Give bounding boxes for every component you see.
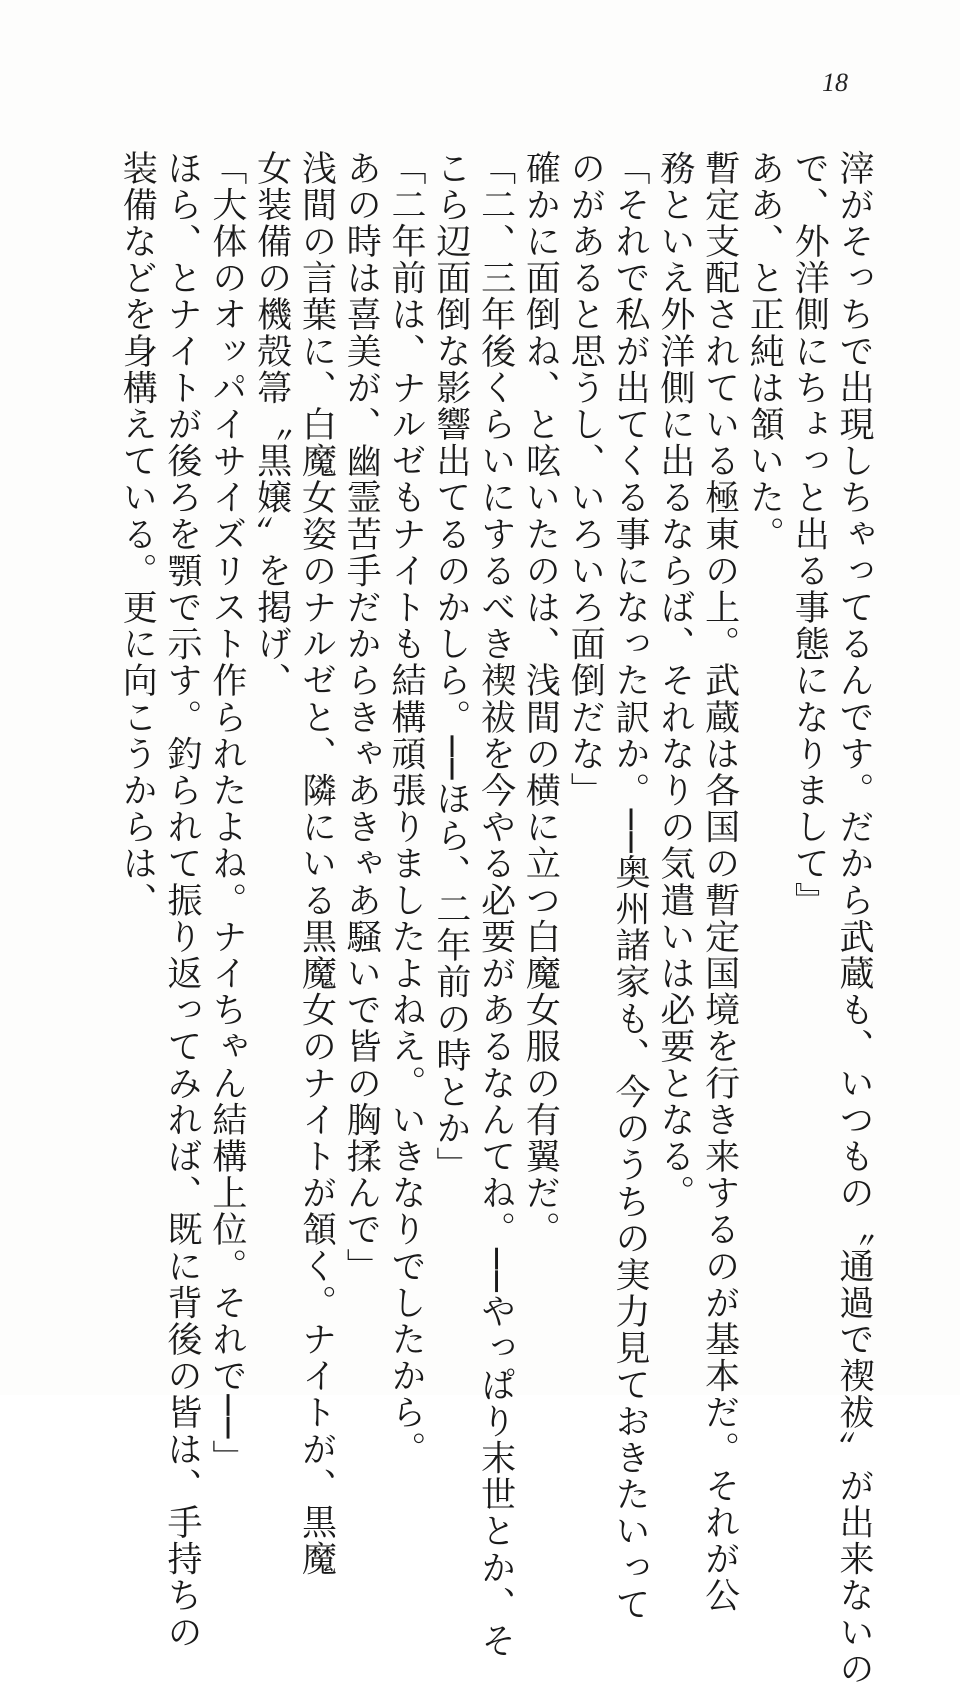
text-line: 浅間の言葉に、白魔女姿のナルゼと、隣にいる黒魔女のナイトが頷く。ナイトが、黒魔 <box>296 150 337 1578</box>
text-line: ああ、と正純は頷いた。 <box>744 150 785 553</box>
text-line: ほら、とナイトが後ろを顎で示す。釣られて振り返ってみれば、既に背後の皆は、手持ちの <box>162 150 203 1651</box>
text-line: 「それで私が出てくる事になった訳か。──奥州諸家も、今のうちの実力見ておきたいって <box>610 150 651 1623</box>
text-line: 暫定支配されている極東の上。武蔵は各国の暫定国境を行き来するのが基本だ。それが公 <box>699 150 740 1614</box>
text-line: 務といえ外洋側に出るならば、それなりの気遣いは必要となる。 <box>654 150 695 1212</box>
text-line: 滓がそっちで出現しちゃってるんです。だから武蔵も、いつもの〝通過で禊祓〟が出来ないの <box>834 150 874 1687</box>
text-line: 「二、三年後くらいにするべき禊祓を今やる必要があるなんてね。──やっぱり末世とか、そ <box>475 150 516 1660</box>
text-line: で、外洋側にちょっと出る事態になりまして』 <box>789 150 830 919</box>
page-number: 18 <box>822 68 848 97</box>
text-line: あの時は喜美が、幽霊苦手だからきゃあきゃあ騒いで皆の胸揉んで」 <box>341 150 382 1285</box>
text-line: こら辺面倒な影響出てるのかしら。──ほら、二年前の時とか」 <box>430 150 471 1184</box>
body-text <box>96 150 876 1687</box>
text-line: のがあると思うし、いろいろ面倒だな」 <box>565 150 606 809</box>
text-line: 確かに面倒ね、と呟いたのは、浅間の横に立つ白魔女服の有翼だ。 <box>520 150 561 1248</box>
text-line: 女装備の機殻箒〝黒嬢〟を掲げ、 <box>251 150 292 699</box>
text-line: 「二年前は、ナルゼもナイトも結構頑張りましたよねえ。いきなりでしたから。 <box>386 150 427 1468</box>
text-line: 装備などを身構えている。更に向こうからは、 <box>117 150 158 919</box>
text-line: 「大体のオッパイサイズリスト作られたよね。ナイちゃん結構上位。それで──」 <box>206 150 247 1477</box>
